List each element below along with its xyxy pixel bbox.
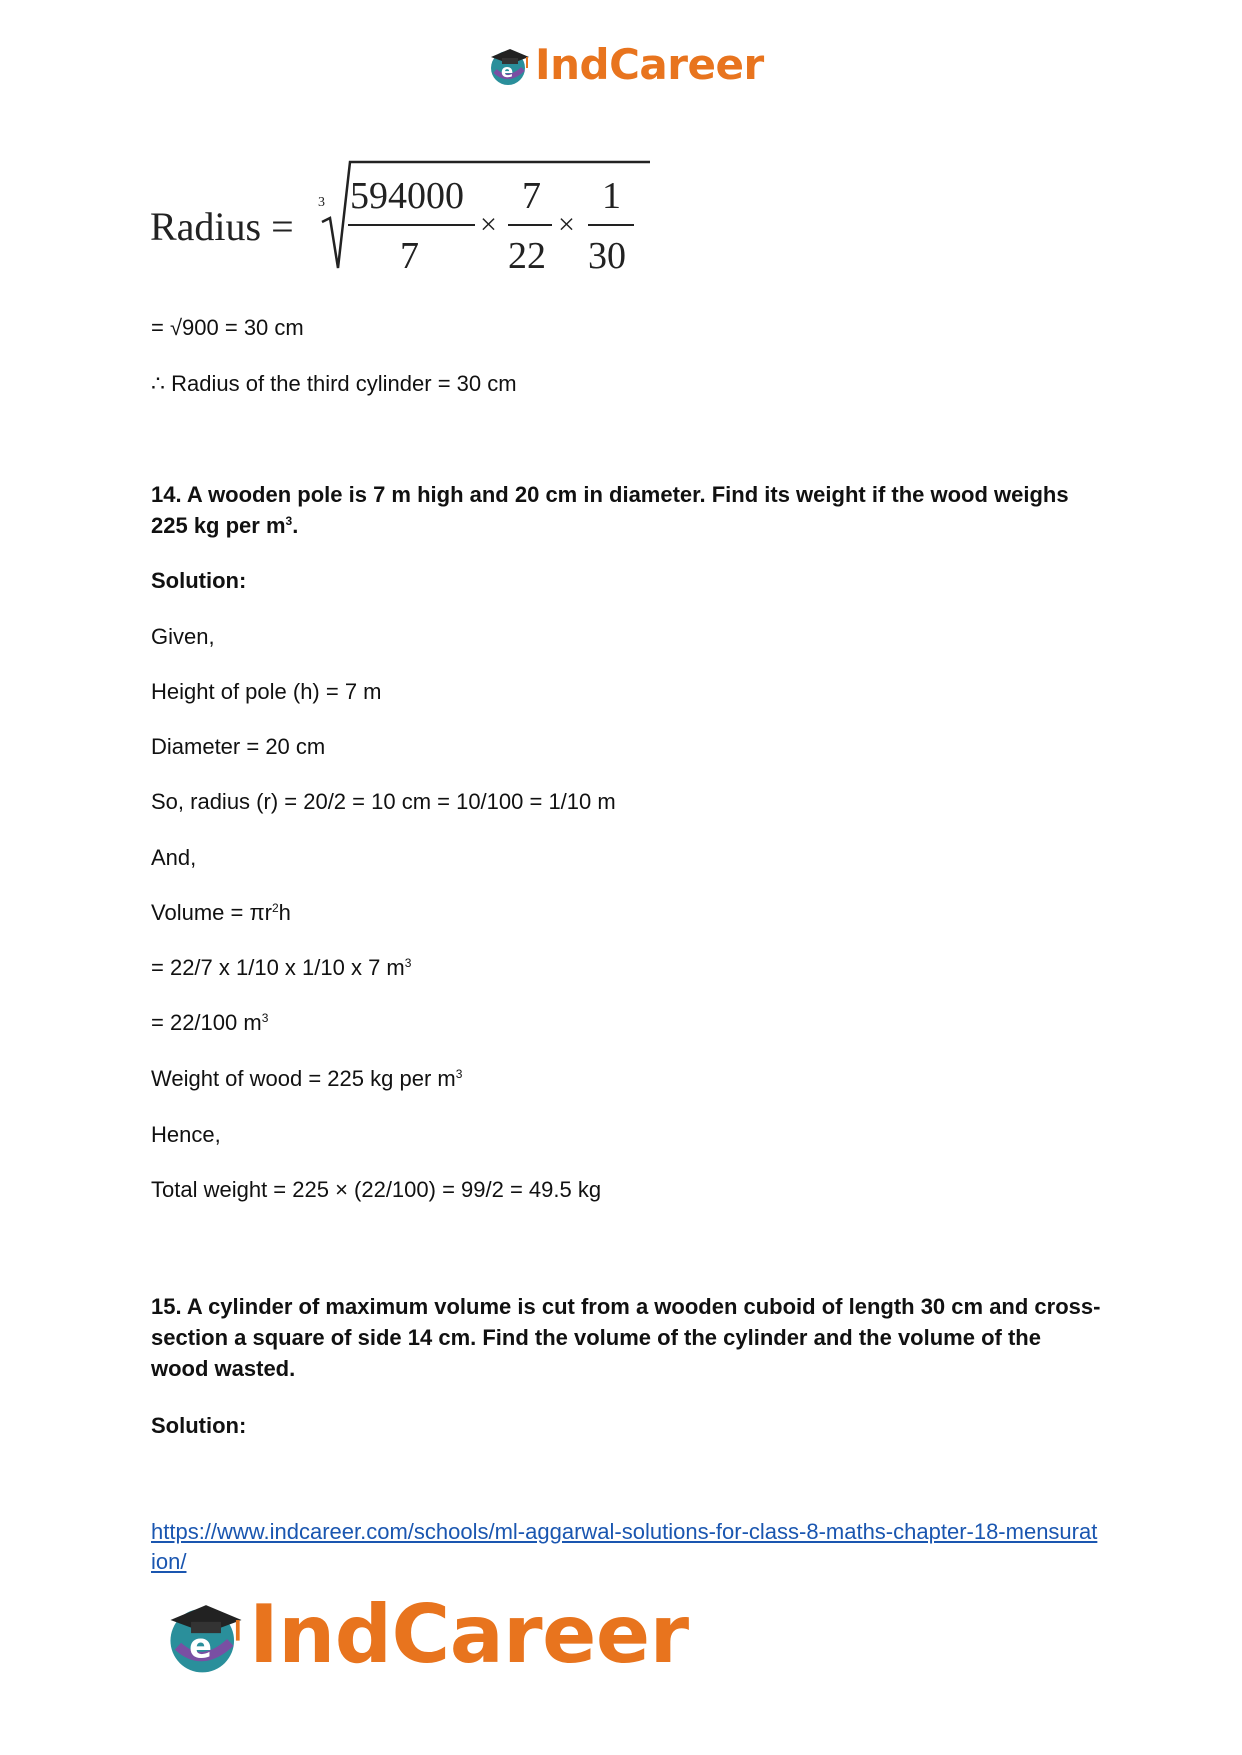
times-sign-1: × [480,208,497,241]
denominator-3: 30 [588,235,626,277]
question-14-sup: 3 [285,514,293,528]
svg-text:e: e [501,60,514,82]
calc-2-sup: 3 [261,1011,269,1025]
hence-line: Hence, [151,1122,221,1147]
solution-14-label: Solution: [151,568,247,593]
graduation-cap-globe-icon [163,1593,249,1677]
numerator-3: 1 [602,175,621,217]
radius-formula [150,150,670,290]
svg-text:e: e [189,1625,213,1665]
footer-logo-text: IndCareer [249,1588,689,1681]
question-15: 15. A cylinder of maximum volume is cut from a wooden cuboid of length 30 cm and cross-section a square of side 14 cm. Find the volume of the cylinder and the volume of the wood wasted. [151,1294,1101,1381]
calc-1-text: = 22/7 x 1/10 x 1/10 x 7 m [151,955,405,980]
denominator-1: 7 [400,235,419,277]
result-line: = √900 = 30 cm [151,315,304,340]
footer-logo [163,1588,689,1681]
height-line: Height of pole (h) = 7 m [151,679,382,704]
solution-15-label: Solution: [151,1413,247,1438]
conclusion-line: ∴ Radius of the third cylinder = 30 cm [151,371,517,396]
times-sign-2: × [558,208,575,241]
question-14-text: 14. A wooden pole is 7 m high and 20 cm in diameter. Find its weight if the wood weighs 225 kg per m [151,482,1069,538]
volume-sup: 2 [271,901,279,915]
diameter-line: Diameter = 20 cm [151,734,326,759]
and-line: And, [151,845,197,870]
header-logo-text: IndCareer [535,40,764,89]
weight-of-wood-text: Weight of wood = 225 kg per m [151,1066,456,1091]
graduation-cap-globe-icon [487,43,533,87]
calc-line-1 [151,953,411,983]
calc-line-2 [151,1008,268,1038]
weight-of-wood-line [151,1064,462,1094]
formula-root-index: 3 [318,195,325,210]
given-line: Given, [151,624,215,649]
formula-label: Radius = [150,204,294,249]
radius-line: So, radius (r) = 20/2 = 10 cm = 10/100 = 1/10 m [151,789,616,814]
total-weight-line: Total weight = 225 × (22/100) = 99/2 = 49.5 kg [151,1177,602,1202]
calc-2-text: = 22/100 m [151,1010,262,1035]
question-14-end: . [292,513,299,538]
numerator-2: 7 [522,175,541,217]
question-14 [151,479,1101,541]
denominator-2: 22 [508,235,546,277]
volume-h: h [278,900,291,925]
header-logo [487,40,764,89]
calc-1-sup: 3 [404,956,412,970]
source-link[interactable]: https://www.indcareer.com/schools/ml-aggarwal-solutions-for-class-8-maths-chapter-18-mensuration/ [151,1519,1098,1574]
volume-text: Volume = πr [151,900,272,925]
numerator-1: 594000 [350,175,464,217]
volume-line [151,898,291,928]
weight-of-wood-sup: 3 [455,1067,463,1081]
